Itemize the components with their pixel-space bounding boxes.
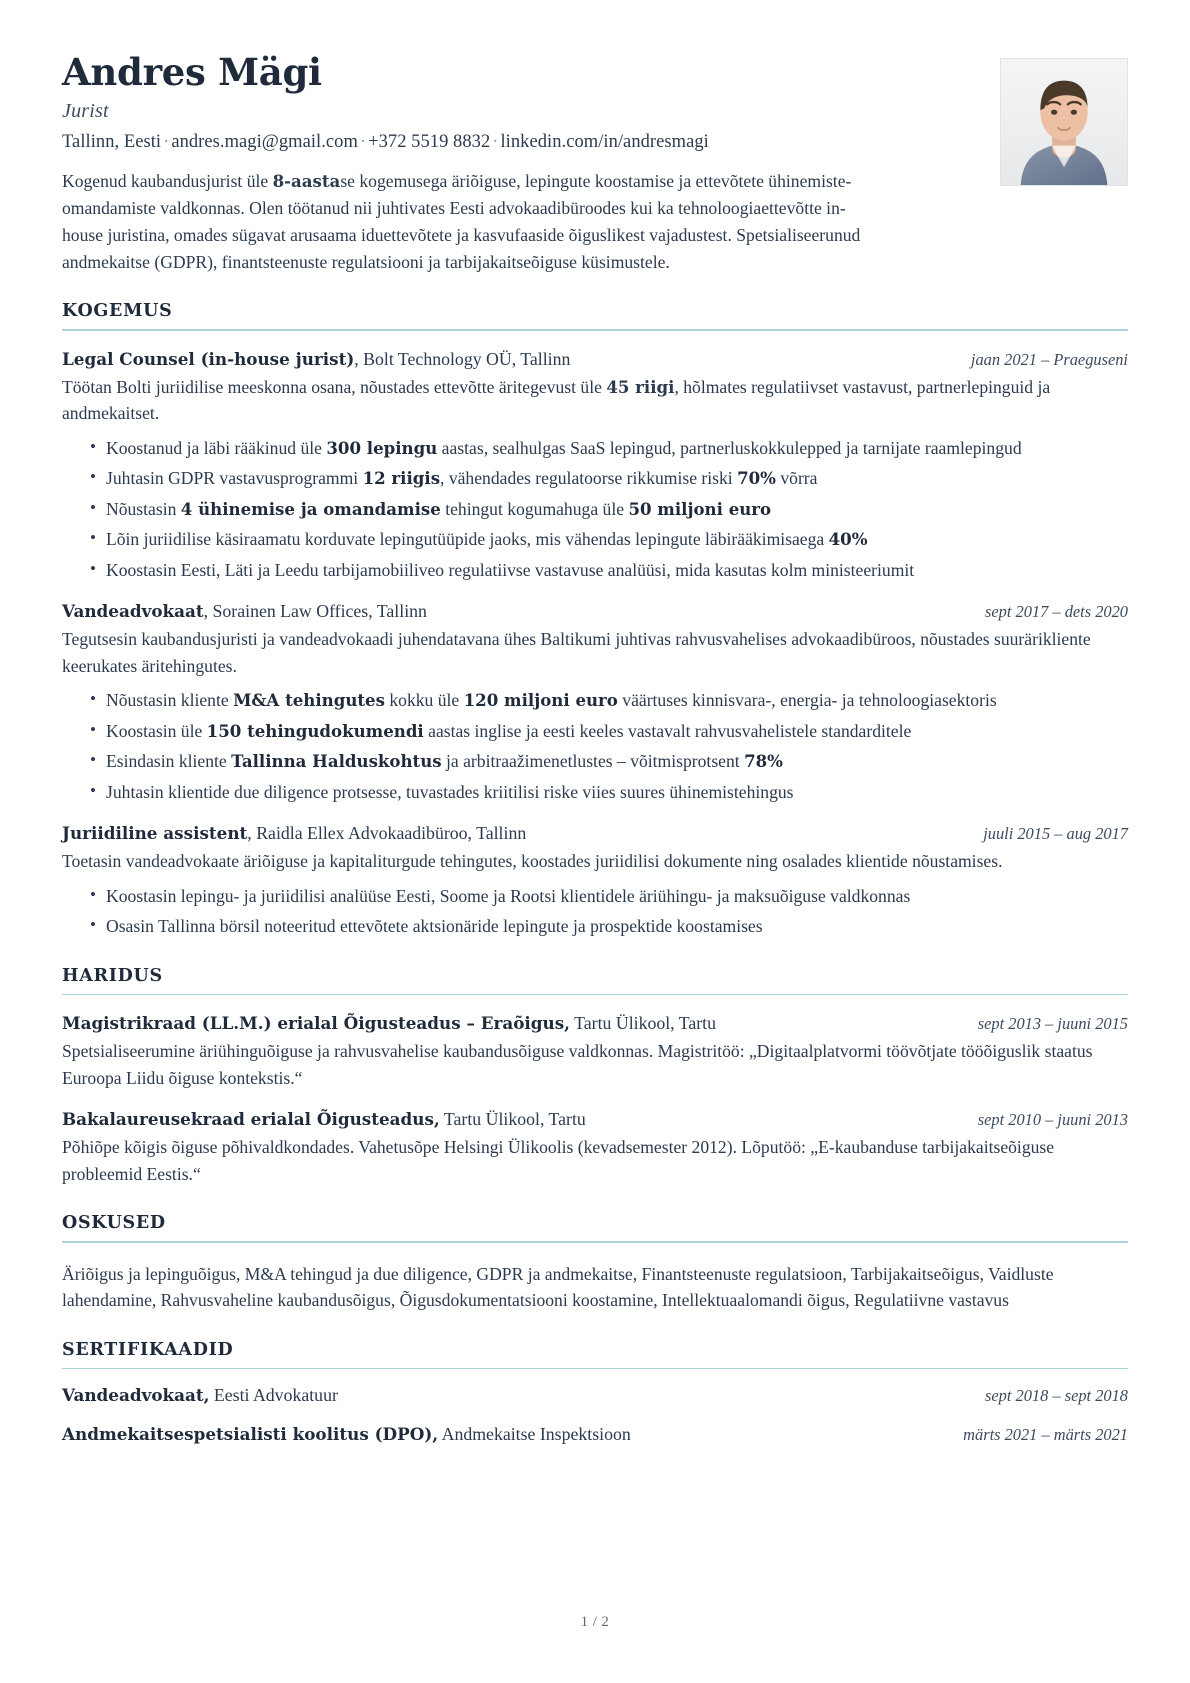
experience-bullet	[90, 780, 1128, 806]
portrait-photo-icon	[1001, 59, 1127, 185]
page-indicator: 1 / 2	[580, 1614, 610, 1630]
bullet-part-1: Koostanud ja läbi rääkinud üle	[106, 437, 327, 458]
education-entry-header	[62, 1012, 1128, 1035]
certificate-name: Andmekaitsespetsialisti koolitus (DPO),	[62, 1423, 439, 1444]
candidate-summary	[62, 168, 862, 275]
education-entry-header	[62, 1108, 1128, 1131]
education-entry-date: sept 2013 – juuni 2015	[977, 1014, 1128, 1034]
summary-highlight-1: 8-aasta	[272, 171, 341, 192]
bullet-part-1: Nõustasin kliente	[106, 690, 234, 711]
education-entry	[62, 1012, 1128, 1091]
certificate-entry-date: sept 2018 – sept 2018	[985, 1386, 1128, 1406]
experience-company: , Sorainen Law Offices, Tallinn	[203, 601, 427, 622]
bullet-part-2: ja arbitraažimenetlustes – võitmisprotsent	[441, 751, 745, 772]
bullet-part-1: Esindasin kliente	[106, 751, 232, 772]
experience-company: , Bolt Technology OÜ, Tallinn	[354, 348, 571, 369]
education-school: Tartu Ülikool, Tartu	[439, 1109, 586, 1130]
education-entry-description: Põhiõpe kõigis õiguse põhivaldkondades. Vahetusõpe Helsingi Ülikoolis (kevadsemester 2012). Lõputöö: „E-kaubanduse tarbijakaitseõiguse probleemid Eestis.“	[62, 1137, 1055, 1184]
certificate-entry	[62, 1423, 1128, 1446]
education-degree: Magistrikraad (LL.M.) erialal Õigusteadus – Eraõigus,	[62, 1013, 571, 1034]
section-title-experience: KOGEMUS	[62, 301, 173, 322]
experience-entry-header	[62, 822, 1128, 845]
certificate-entry	[62, 1384, 1128, 1407]
contact-email[interactable]: andres.magi@gmail.com	[171, 132, 358, 153]
bullet-part-2: tehingut kogumahuga üle	[440, 498, 629, 519]
section-skills	[62, 1213, 1128, 1314]
bullet-highlight-1: Tallinna Halduskohtus	[231, 751, 442, 772]
desc-part-1: Toetasin vandeadvokaate äriõiguse ja kapitaliturgude tehingutes, koostades juriidilisi dokumente ning osalades klientide nõustamises.	[62, 851, 1003, 872]
contact-separator-2: ·	[359, 132, 367, 153]
section-education	[62, 966, 1128, 1187]
contact-separator-1: ·	[163, 132, 170, 153]
certificate-name: Vandeadvokaat,	[62, 1385, 210, 1406]
education-entry	[62, 1108, 1128, 1187]
experience-bullet	[90, 688, 1128, 714]
experience-entry-description	[62, 626, 1128, 679]
certificate-entry-title	[62, 1384, 338, 1407]
contact-location: Tallinn, Eesti	[62, 132, 162, 153]
experience-entry-description	[62, 848, 1128, 874]
section-divider-skills	[62, 1241, 1128, 1243]
bullet-part-1: Nõustasin	[106, 498, 181, 519]
section-divider-experience	[62, 329, 1128, 331]
bullet-part-3: võrra	[775, 468, 818, 489]
experience-bullet	[90, 558, 1128, 584]
education-entry-list	[62, 1012, 1128, 1187]
contact-separator-3: ·	[492, 132, 499, 153]
education-school: Tartu Ülikool, Tartu	[570, 1013, 717, 1034]
bullet-highlight-2: 120 miljoni euro	[463, 690, 618, 711]
experience-bullet	[90, 884, 1128, 910]
experience-bullet	[90, 914, 1128, 940]
bullet-part-2: aastas, sealhulgas SaaS lepingud, partnerluskokkulepped ja tarnijate raamlepingud	[437, 437, 1022, 458]
bullet-part-1: Juhtasin GDPR vastavusprogrammi	[106, 468, 363, 489]
experience-bullet	[90, 497, 1128, 523]
experience-entry-title	[62, 822, 526, 845]
section-divider-education	[62, 994, 1128, 996]
bullet-highlight-2: 78%	[744, 751, 783, 772]
bullet-part-3: väärtuses kinnisvara-, energia- ja tehnoloogiasektoris	[617, 690, 997, 711]
experience-entry-header	[62, 348, 1128, 371]
section-certificates	[62, 1340, 1128, 1446]
experience-entry-title	[62, 348, 570, 371]
page-footer	[0, 1614, 1190, 1631]
desc-part-1: Töötan Bolti juriidilise meeskonna osana, nõustades ettevõtte äritegevust üle	[62, 377, 607, 397]
experience-entry	[62, 600, 1128, 805]
bullet-part-1: Juhtasin klientide due diligence protsesse, tuvastades kriitilisi riske viies suures ühinemistehingus	[106, 781, 794, 802]
section-experience	[62, 301, 1128, 939]
experience-bullet-list	[62, 884, 1128, 940]
bullet-highlight-1: 40%	[828, 529, 868, 550]
bullet-part-2: aastas inglise ja eesti keeles vastavalt rahvusvahelistele standarditele	[423, 720, 912, 741]
section-title-skills: OSKUSED	[62, 1213, 166, 1234]
bullet-highlight-2: 50 miljoni euro	[628, 498, 772, 519]
bullet-highlight-2: 70%	[737, 468, 776, 489]
experience-bullet	[90, 719, 1128, 745]
experience-entry-date: juuli 2015 – aug 2017	[983, 824, 1128, 844]
experience-bullet-list	[62, 436, 1128, 584]
desc-part-1: Tegutsesin kaubandusjuristi ja vandeadvokaadi juhendatavana ühes Baltikumi juhtivas rahvusvahelises advokaadibüroos, nõustades suurärikliente keerukates äritehingutes.	[62, 629, 1091, 676]
certificate-issuer: Eesti Advokatuur	[209, 1385, 338, 1406]
contact-phone[interactable]: +372 5519 8832	[368, 132, 491, 153]
education-entry-title	[62, 1108, 586, 1131]
education-entry-date: sept 2010 – juuni 2013	[977, 1110, 1128, 1130]
experience-bullet	[90, 749, 1128, 775]
experience-entry-date: sept 2017 – dets 2020	[985, 602, 1128, 622]
bullet-highlight-1: 4 ühinemise ja omandamise	[180, 498, 441, 519]
resume-header	[62, 52, 1128, 275]
experience-role: Juriidiline assistent	[62, 823, 248, 844]
bullet-part-2: kokku üle	[384, 690, 464, 711]
candidate-name: Andres Mägi	[62, 50, 322, 94]
contact-line	[62, 132, 872, 153]
experience-role: Legal Counsel (in-house jurist)	[62, 348, 355, 369]
skills-text: Äriõigus ja lepinguõigus, M&A tehingud ja due diligence, GDPR ja andmekaitse, Finantsteenuste regulatsioon, Tarbijakaitseõigus, Vaidluste lahendamine, Rahvusvaheline kaubandusõigus, Õigusdokumentatsiooni koostamine, Intellektuaalomandi õigus, Regulatiivne vastavus	[62, 1263, 1054, 1311]
experience-role: Vandeadvokaat	[62, 601, 204, 622]
education-degree: Bakalaureusekraad erialal Õigusteadus,	[62, 1109, 440, 1130]
bullet-highlight-1: 12 riigis	[362, 468, 441, 489]
experience-bullet	[90, 466, 1128, 492]
bullet-part-1: Osasin Tallinna börsil noteeritud ettevõtete aktsionäride lepingute ja prospektide koostamises	[106, 916, 763, 937]
section-divider-certificates	[62, 1368, 1128, 1370]
experience-entry	[62, 822, 1128, 940]
bullet-highlight-1: 150 tehingudokumendi	[206, 720, 424, 741]
desc-part-2: , hõlmates regulatiivset vastavust, partnerlepinguid ja andmekaitset.	[62, 377, 1051, 424]
contact-linkedin[interactable]: linkedin.com/in/andresmagi	[500, 132, 709, 153]
header-text-block	[62, 52, 872, 275]
experience-bullet	[90, 436, 1128, 462]
bullet-part-1: Koostasin Eesti, Läti ja Leedu tarbijamobiiliveo regulatiivse vastavuse analüüsi, mida kasutas kolm ministeeriumit	[106, 559, 915, 580]
certificate-issuer: Andmekaitse Inspektsioon	[438, 1423, 631, 1444]
summary-part-1: Kogenud kaubandusjurist üle	[62, 171, 273, 192]
education-entry-title	[62, 1012, 716, 1035]
experience-entry-date: jaan 2021 – Praeguseni	[970, 349, 1128, 369]
certificate-entry-list	[62, 1384, 1128, 1445]
certificate-entry-date: märts 2021 – märts 2021	[963, 1424, 1128, 1444]
experience-entry-list	[62, 348, 1128, 940]
bullet-part-1: Koostasin lepingu- ja juriidilisi analüüse Eesti, Soome ja Rootsi klientidele äriühingu- ja maksuõiguse valdkonnas	[106, 885, 911, 906]
bullet-part-2: , vähendades regulatoorse rikkumise riski	[440, 468, 738, 489]
section-title-certificates: SERTIFIKAADID	[62, 1339, 234, 1360]
avatar	[1000, 58, 1128, 186]
summary-part-2: se kogemusega äriõiguse, lepingute koostamise ja ettevõtete ühinemiste-omandamiste valdkonnas. Olen töötanud nii juhtivates Eesti advokaadibüroodes kui ka tehnoloogiaettevõtte in-house juristina, omades sügavat arusaama iduettevõtete ja kasvufaaside õiguslikest vajadustest. Spetsialiseerunud andmekaitse (GDPR), finantsteenuste regulatsiooni ja tarbijakaitseõiguse küsimustele.	[62, 171, 861, 272]
experience-entry-header	[62, 600, 1128, 623]
experience-bullet	[90, 527, 1128, 553]
section-title-education: HARIDUS	[62, 965, 163, 986]
experience-entry	[62, 348, 1128, 583]
desc-highlight-1: 45 riigi	[606, 377, 675, 397]
experience-entry-title	[62, 600, 427, 623]
experience-entry-description	[62, 374, 1128, 427]
bullet-part-1: Koostasin üle	[106, 720, 207, 741]
bullet-highlight-1: M&A tehingutes	[233, 690, 385, 711]
certificate-entry-title	[62, 1423, 631, 1446]
bullet-part-1: Lõin juriidilise käsiraamatu korduvate lepingutüüpide jaoks, mis vähendas lepingute läbirääkimisaega	[106, 529, 829, 550]
bullet-highlight-1: 300 lepingu	[326, 437, 438, 458]
education-entry-description: Spetsialiseerumine äriühinguõiguse ja rahvusvahelise kaubandusõiguse valdkonnas. Magistritöö: „Digitaalplatvormi töövõtjate tööõiguslik staatus Euroopa Liidu õiguse kontekstis.“	[62, 1041, 1093, 1088]
experience-bullet-list	[62, 688, 1128, 805]
candidate-role: Jurist	[62, 100, 109, 123]
experience-company: , Raidla Ellex Advokaadibüroo, Tallinn	[247, 823, 527, 844]
